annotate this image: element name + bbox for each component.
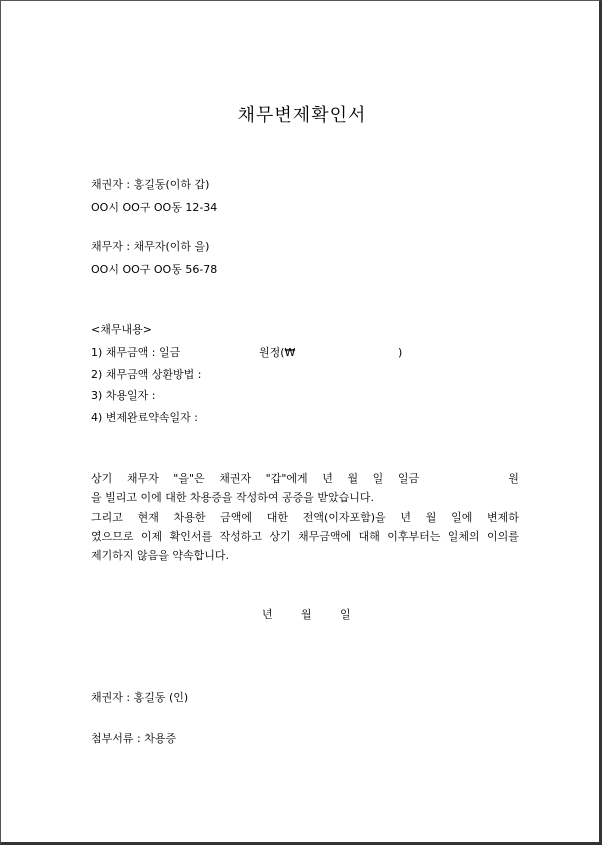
word: 일체의: [447, 530, 480, 543]
date-day: 일: [340, 608, 351, 621]
word: "을"은: [173, 472, 205, 485]
paragraph-2-line-2: [91, 527, 519, 546]
word: 변제하: [487, 511, 519, 524]
word: 이의를: [487, 530, 519, 543]
word: "갑"에게: [265, 472, 308, 485]
word: 전액(이자포함)을: [302, 511, 386, 524]
word: 월: [425, 511, 437, 524]
paragraph-2-line-3: 제기하지 않음을 약속합니다.: [91, 549, 230, 562]
word: 월: [347, 472, 359, 485]
paragraph-2-line-1: [91, 508, 519, 527]
debtor-line: 채무자 : 채무자(이하 을): [91, 240, 210, 253]
word: 이제: [140, 530, 163, 543]
word: 현재: [137, 511, 159, 524]
word: 채권자: [219, 472, 252, 485]
word: 였으므로: [91, 530, 134, 543]
paragraph-1: [91, 469, 519, 507]
word: 금액에: [220, 511, 253, 524]
word: 년: [400, 511, 412, 524]
word: 년: [322, 472, 333, 485]
word: 이후부터는: [387, 530, 441, 543]
word: 차용한: [173, 511, 206, 524]
repayment-method: 2) 채무금액 상환방법 :: [91, 368, 202, 381]
debt-section-heading: <채무내용>: [91, 323, 152, 336]
word: 일금: [397, 472, 420, 485]
loan-date: 3) 차용일자 :: [91, 389, 156, 402]
word: 작성하고: [219, 530, 262, 543]
word: 채무자: [126, 472, 159, 485]
paragraph-1-line-2: 을 빌리고 이에 대한 차용증을 작성하여 공증을 받았습니다.: [91, 491, 374, 504]
debt-amount-close: ): [398, 346, 403, 359]
signature-line: 채권자 : 홍길동 (인): [91, 691, 189, 704]
paragraph-2: [91, 508, 519, 565]
attachment-line: 첨부서류 : 차용증: [91, 732, 177, 745]
word: 원: [508, 472, 519, 485]
word: 채무금액에: [298, 530, 352, 543]
date-month: 월: [301, 608, 312, 621]
creditor-address: OO시 OO구 OO동 12-34: [91, 201, 218, 214]
word: 그리고: [91, 511, 123, 524]
word: 대한: [266, 511, 289, 524]
document-title: 채무변제확인서: [237, 105, 367, 126]
debt-amount-label: 1) 채무금액 : 일금: [91, 346, 181, 359]
word: 확인서를: [169, 530, 213, 543]
word: 상기: [91, 472, 113, 485]
creditor-line: 채권자 : 홍길동(이하 갑): [91, 178, 210, 191]
word: 일에: [451, 511, 473, 524]
debt-amount-won: 원정(₩: [259, 346, 296, 359]
word: 일: [372, 472, 384, 485]
paragraph-1-line-1: [91, 469, 519, 488]
debtor-address: OO시 OO구 OO동 56-78: [91, 263, 218, 276]
word: 대해: [358, 530, 380, 543]
due-date: 4) 변제완료약속일자 :: [91, 411, 198, 424]
word: 상기: [269, 530, 291, 543]
date-year: 년: [262, 608, 273, 621]
